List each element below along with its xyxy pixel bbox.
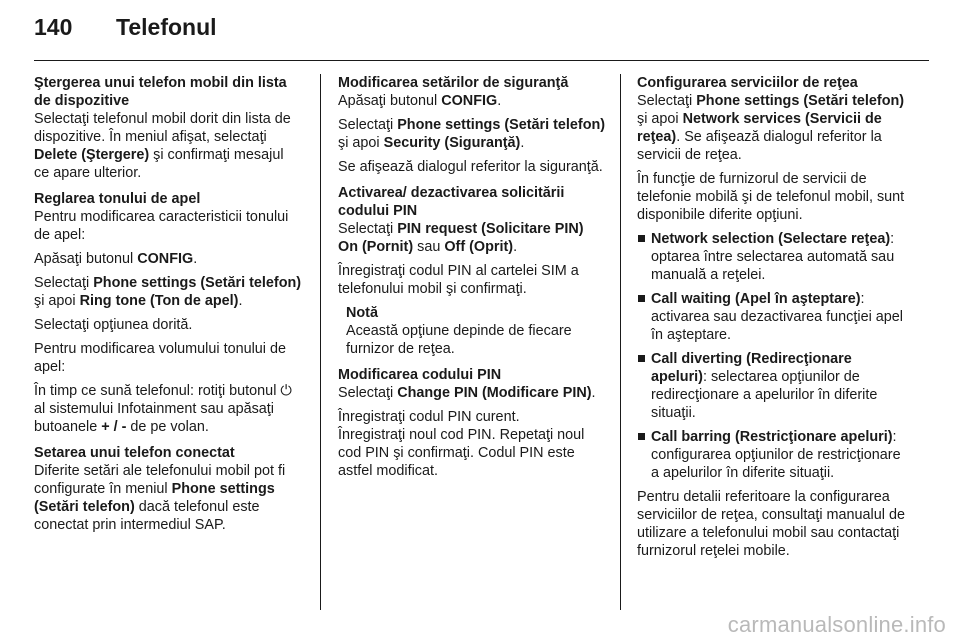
paragraph: Înregistraţi codul PIN curent. <box>338 409 520 425</box>
column-1 <box>34 74 302 540</box>
paragraph: Înregistraţi noul cod PIN. Repetaţi noul cod PIN şi confirmaţi. Codul PIN este astfel modificat. <box>338 427 585 479</box>
list-item: Call waiting (Apel în aşteptare): activarea sau dezactivarea funcţiei apel în aşteptare. <box>637 290 907 344</box>
options-list <box>637 230 907 482</box>
paragraph: În funcţie de furnizorul de servicii de telefonie mobilă şi de telefonul mobil, sunt disponibile diferite opţiuni. <box>637 171 905 223</box>
section-heading: Reglarea tonului de apel <box>34 191 201 207</box>
paragraph: În timp ce sună telefonul: rotiţi butonul ⏻ al sistemului Infotainment sau apăsaţi butoanele + / - de pe volan. <box>34 383 292 435</box>
section-heading: Modificarea codului PIN <box>338 367 502 383</box>
list-item: Network selection (Selectare reţea): optarea între selectarea automată sau manuală a reţelei. <box>637 230 907 284</box>
power-knob-icon: ⏻ <box>280 383 292 399</box>
section-heading: Modificarea setărilor de siguranţă <box>338 75 569 91</box>
column-divider <box>320 74 321 610</box>
watermark: carmanualsonline.info <box>727 612 946 637</box>
paragraph: Selectaţi PIN request (Solicitare PIN) On (Pornit) sau Off (Oprit). <box>338 221 584 255</box>
paragraph: Selectaţi Phone settings (Setări telefon) şi apoi Ring tone (Ton de apel). <box>34 275 302 309</box>
section-heading: Setarea unui telefon conectat <box>34 445 235 461</box>
page-header <box>34 14 217 48</box>
paragraph: Selectaţi telefonul mobil dorit din lista de dispozitive. În meniul afişat, selectaţi Delete (Ştergere) şi confirmaţi mesajul ce apare ulterior. <box>34 111 291 181</box>
paragraph: Selectaţi opţiunea dorită. <box>34 317 193 333</box>
paragraph: Diferite setări ale telefonului mobil pot fi configurate în meniul Phone settings (Setări telefon) dacă telefonul este conectat prin intermediul SAP. <box>34 463 286 533</box>
list-item: Call diverting (Redirecţionare apeluri): selectarea opţiunilor de redirecţionare a apelurilor în diferite situaţii. <box>637 350 907 422</box>
paragraph: Apăsaţi butonul CONFIG. <box>34 251 198 267</box>
section-heading: Ştergerea unui telefon mobil din lista de dispozitive <box>34 75 287 109</box>
section-heading: Activarea/ dezactivarea solicitării codului PIN <box>338 185 565 219</box>
note-heading: Notă <box>346 305 378 321</box>
bullet-square-icon <box>638 295 645 302</box>
note-box <box>338 304 606 358</box>
paragraph: Apăsaţi butonul CONFIG. <box>338 93 502 109</box>
paragraph: Selectaţi Change PIN (Modificare PIN). <box>338 385 596 401</box>
bullet-square-icon <box>638 433 645 440</box>
list-item: Call barring (Restricţionare apeluri): configurarea opţiunilor de restricţionare a apelurilor în diferite situaţii. <box>637 428 907 482</box>
bullet-square-icon <box>638 355 645 362</box>
page-title: Telefonul <box>116 14 217 40</box>
paragraph: Pentru modificarea volumului tonului de apel: <box>34 341 286 375</box>
note-body: Această opţiune depinde de fiecare furnizor de reţea. <box>346 323 572 357</box>
column-divider <box>620 74 621 610</box>
header-rule <box>34 60 929 61</box>
page-number: 140 <box>34 14 73 40</box>
paragraph: Pentru detalii referitoare la configurarea serviciilor de reţea, consultaţi manualul de utilizare a telefonului mobil sau contactaţi furnizorul reţelei mobile. <box>637 489 905 559</box>
paragraph: Selectaţi Phone settings (Setări telefon) şi apoi Security (Siguranţă). <box>338 117 606 151</box>
column-3 <box>637 74 907 566</box>
paragraph: Selectaţi Phone settings (Setări telefon) şi apoi Network services (Servicii de reţea). Se afişează dialogul referitor la servicii de reţea. <box>637 93 905 163</box>
paragraph: Se afişează dialogul referitor la siguranţă. <box>338 159 603 175</box>
paragraph: Înregistraţi codul PIN al cartelei SIM a telefonului mobil şi confirmaţi. <box>338 263 579 297</box>
paragraph: Pentru modificarea caracteristicii tonului de apel: <box>34 209 289 243</box>
column-2 <box>338 74 606 486</box>
bullet-square-icon <box>638 235 645 242</box>
section-heading: Configurarea serviciilor de reţea <box>637 75 858 91</box>
